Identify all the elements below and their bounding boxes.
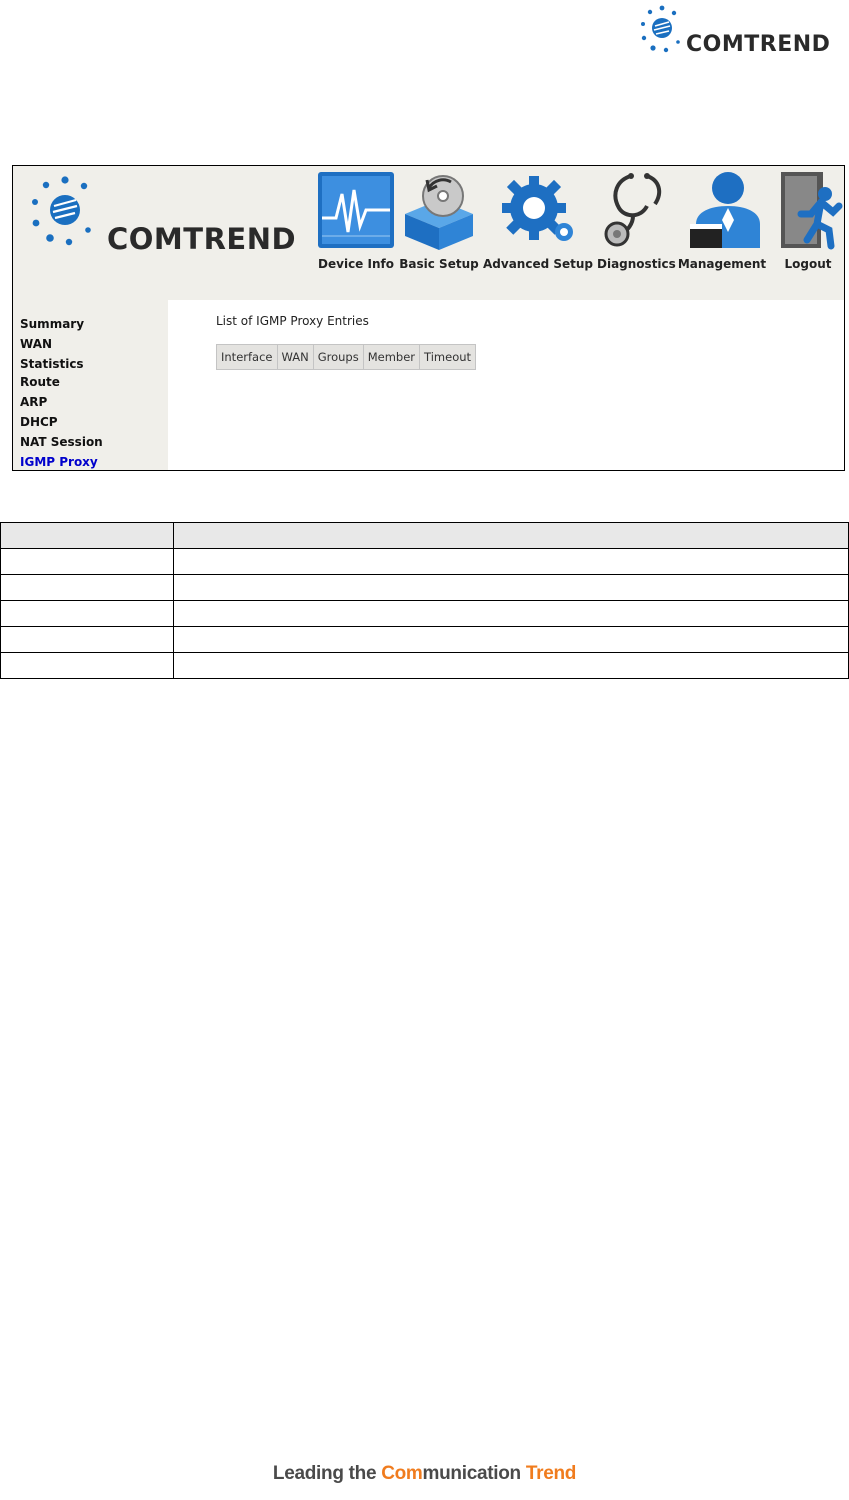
nav-logout[interactable] — [773, 170, 843, 274]
sidebar-item-arp[interactable]: ARP — [20, 395, 48, 409]
sidebar-item-dhcp[interactable]: DHCP — [20, 415, 58, 429]
sidebar-item-statistics[interactable]: Statistics — [20, 357, 84, 371]
nav-label: Basic Setup — [399, 257, 479, 271]
field-description-table — [0, 522, 849, 679]
table-cell — [174, 601, 849, 627]
sidebar-item-route[interactable]: Route — [20, 375, 60, 389]
nav-basic-setup[interactable] — [399, 170, 479, 274]
sidebar-item-summary[interactable]: Summary — [20, 317, 85, 331]
table-cell — [174, 627, 849, 653]
basic-setup-icon — [399, 170, 479, 250]
page-logo — [636, 2, 842, 60]
sidebar-item-igmp-proxy[interactable]: IGMP Proxy — [20, 455, 98, 469]
column-header-timeout: Timeout — [420, 345, 476, 370]
sidebar-item-wan[interactable]: WAN — [20, 337, 53, 351]
table-cell — [1, 627, 174, 653]
device-info-icon — [316, 170, 396, 250]
sidebar — [13, 300, 168, 470]
nav-advanced-setup[interactable] — [483, 170, 593, 274]
footer-text-1: Leading the — [272, 1463, 382, 1484]
table-row — [1, 575, 849, 601]
table-cell — [1, 575, 174, 601]
footer-text-4: Trend — [525, 1463, 577, 1484]
management-icon — [682, 170, 762, 250]
main-content — [168, 300, 844, 470]
router-logo-text: COMTREND — [107, 222, 297, 256]
router-screenshot — [12, 165, 845, 471]
logout-icon — [773, 170, 843, 250]
nav-label: Logout — [784, 257, 832, 271]
table-cell — [1, 653, 174, 679]
footer-text-2: Com — [381, 1463, 423, 1484]
igmp-proxy-table — [216, 344, 476, 370]
router-logo — [25, 170, 305, 260]
diagnostics-icon — [597, 170, 671, 250]
comtrend-logo-icon — [636, 2, 686, 60]
table-cell — [174, 523, 849, 549]
footer-text-3: munication — [422, 1463, 526, 1484]
column-header-interface: Interface — [217, 345, 278, 370]
table-cell — [174, 575, 849, 601]
nav-label: Diagnostics — [597, 257, 676, 271]
comtrend-logo-icon — [25, 170, 100, 254]
table-header-row — [217, 345, 476, 370]
top-banner — [13, 166, 844, 300]
table-row — [1, 627, 849, 653]
table-cell — [174, 653, 849, 679]
table-cell — [1, 549, 174, 575]
column-header-wan: WAN — [277, 345, 313, 370]
table-header-row — [1, 523, 849, 549]
nav-label: Device Info — [318, 257, 394, 271]
table-cell — [174, 549, 849, 575]
column-header-groups: Groups — [313, 345, 363, 370]
page-title: List of IGMP Proxy Entries — [216, 314, 369, 328]
sidebar-item-nat-session[interactable]: NAT Session — [20, 435, 103, 449]
nav-management[interactable] — [677, 170, 767, 274]
table-cell — [1, 523, 174, 549]
table-cell — [1, 601, 174, 627]
page-logo-text: COMTREND — [686, 32, 831, 57]
nav-label: Advanced Setup — [483, 257, 594, 271]
table-row — [1, 601, 849, 627]
advanced-setup-icon — [498, 170, 578, 250]
table-row — [1, 653, 849, 679]
table-row — [1, 549, 849, 575]
column-header-member: Member — [363, 345, 419, 370]
nav-label: Management — [677, 257, 767, 271]
nav-diagnostics[interactable] — [597, 170, 676, 274]
nav-device-info[interactable] — [315, 170, 397, 274]
footer-slogan — [0, 1463, 849, 1485]
